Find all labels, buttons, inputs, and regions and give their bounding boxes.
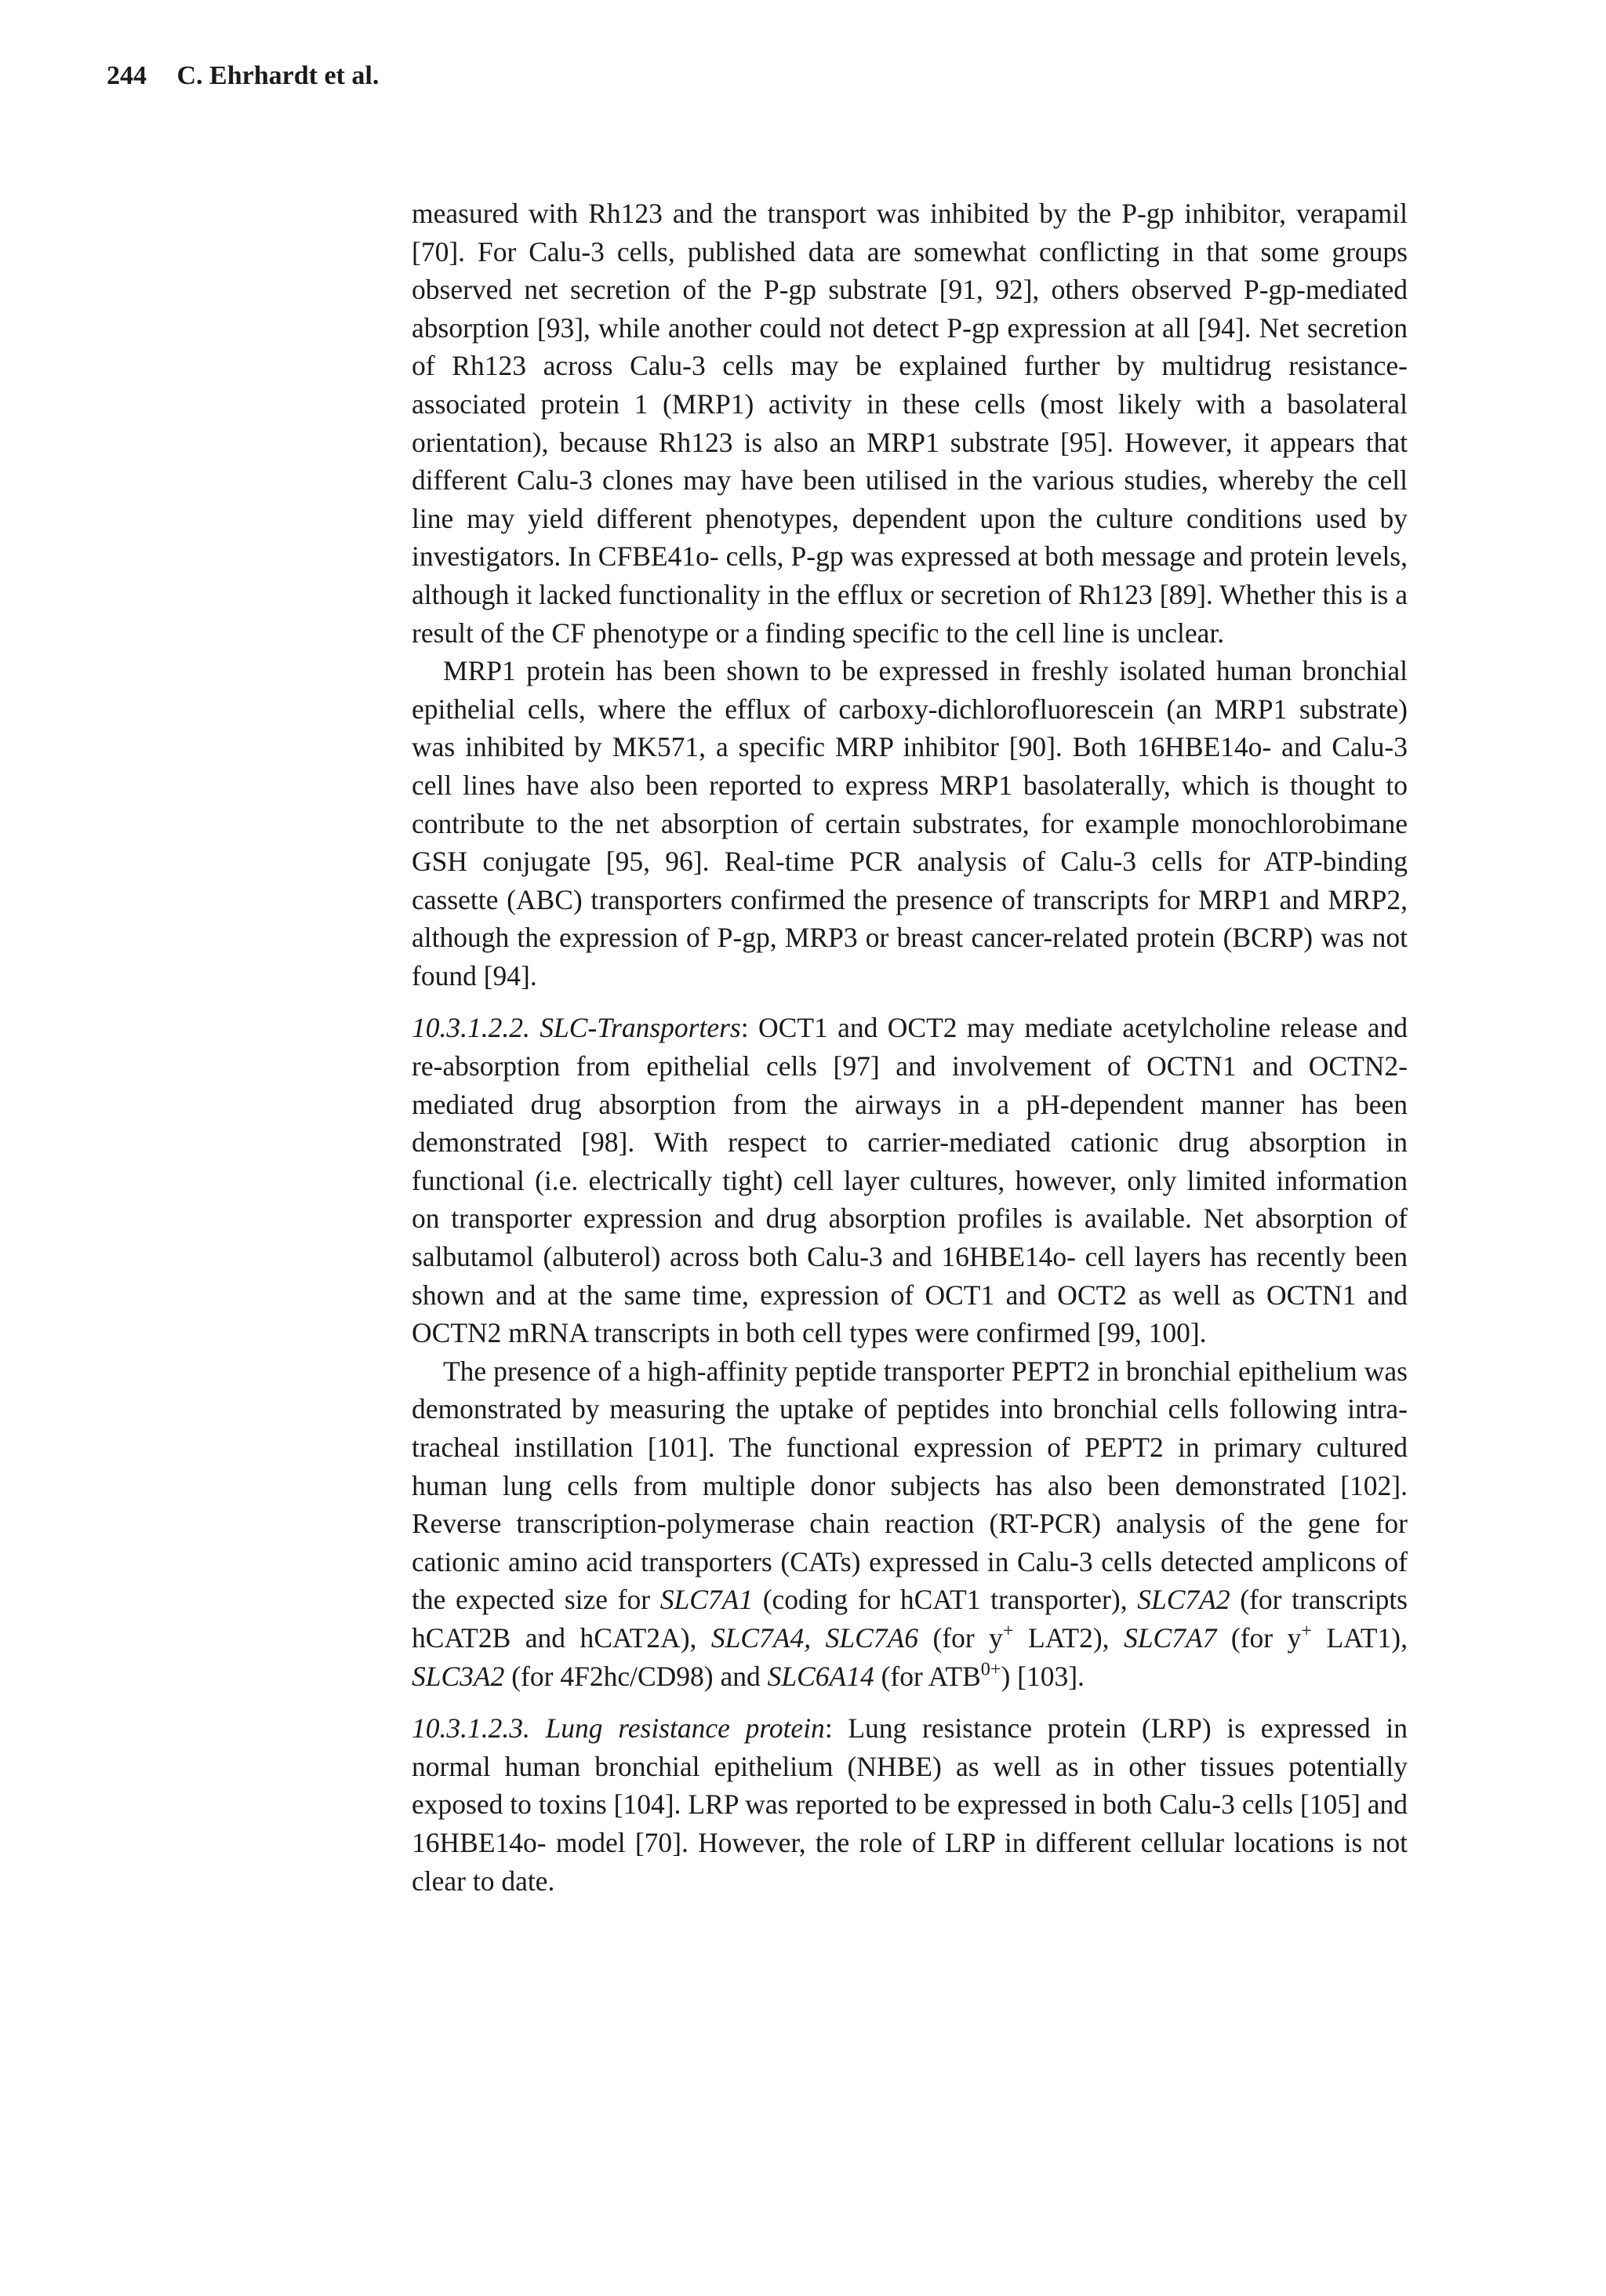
pept2-text-3: (for transcripts hCAT2B and hCAT2A),: [412, 1584, 1408, 1654]
gene-slc7a4-slc7a6: SLC7A4, SLC7A6: [710, 1621, 918, 1654]
pept2-text-9: (for ATB: [874, 1660, 981, 1692]
paragraph-p-gp-continued: measured with Rh123 and the transport was inhibited by the P-gp inhibitor, verapamil [70]. For Calu-3 cells, published data are somewhat conflicting in that some groups observed net secretion of the P-gp substrate [91, 92], others observed P-gp-mediated absorption [93], while another could not detect P-gp expression at all [94]. Net secretion of Rh123 across Calu-3 cells may be explained further by multidrug resistance-associated protein 1 (MRP1) activity in these cells (most likely with a basolateral orientation), because Rh123 is also an MRP1 substrate [95]. However, it appears that different Calu-3 clones may have been utilised in the various studies, whereby the cell line may yield different phenotypes, dependent upon the culture conditions used by investigators. In CFBE41o- cells, P-gp was expressed at both message and protein levels, although it lacked functionality in the efflux or secretion of Rh123 [89]. Whether this is a result of the CF phenotype or a finding specific to the cell line is unclear.: [412, 198, 1408, 649]
gene-slc3a2: SLC3A2: [412, 1660, 505, 1692]
pept2-text-5: LAT2),: [1013, 1621, 1125, 1654]
gene-slc6a14: SLC6A14: [767, 1660, 874, 1692]
gene-slc7a1: SLC7A1: [659, 1584, 754, 1616]
gene-slc7a7: SLC7A7: [1124, 1621, 1217, 1654]
paragraph-slc-text: : OCT1 and OCT2 may mediate acetylcholine release and re-absorption from epithelial cells [97] and involvement of OCTN1 and OCTN2-mediated drug absorption from the airways in a pH-dependent manner has been demonstrated [98]. With respect to carrier-mediated cationic drug absorption in functional (i.e. electrically tight) cell layer cultures, however, only limited information on transporter expression and drug absorption profiles is available. Net absorption of salbutamol (albuterol) across both Calu-3 and 16HBE14o- cell layers has recently been shown and at the same time, expression of OCT1 and OCT2 as well as OCTN1 and OCTN2 mRNA transcripts in both cell types were confirmed [99, 100].: [412, 1012, 1408, 1349]
paragraph-slc-transporters: [412, 1009, 1408, 1352]
paragraph-pept2: [412, 1352, 1408, 1695]
running-head: [107, 61, 379, 91]
pept2-text-2: (coding for hCAT1 transporter),: [753, 1584, 1138, 1616]
pept2-text-1: The presence of a high-affinity peptide transporter PEPT2 in bronchial epithelium was demonstrated by measuring the uptake of peptides into bronchial cells following intra-tracheal instillation [101]. The functional expression of PEPT2 in primary cultured human lung cells from multiple donor subjects has also been demonstrated [102]. Reverse transcription-polymerase chain reaction (RT-PCR) analysis of the gene for cationic amino acid transporters (CATs) expressed in Calu-3 cells detected amplicons of the expected size for: [412, 1355, 1408, 1616]
paragraph-lrp-text: : Lung resistance protein (LRP) is expressed in normal human bronchial epithelium (NHBE) as well as in other tissues potentially exposed to toxins [104]. LRP was reported to be expressed in both Calu-3 cells [105] and 16HBE14o- model [70]. However, the role of LRP in different cellular locations is not clear to date.: [412, 1712, 1408, 1897]
gene-slc7a2: SLC7A2: [1137, 1584, 1230, 1616]
section-heading-lung-resistance-protein: 10.3.1.2.3. Lung resistance protein: [412, 1712, 825, 1745]
pept2-text-8: (for 4F2hc/CD98) and: [504, 1660, 768, 1692]
pept2-text-6: (for y: [1216, 1621, 1302, 1654]
superscript-zero-plus: 0+: [980, 1658, 1001, 1680]
running-title: C. Ehrhardt et al.: [176, 61, 380, 90]
pept2-text-4: (for y: [917, 1621, 1003, 1654]
superscript-plus-2: +: [1301, 1620, 1312, 1642]
body-text: [412, 195, 1408, 1900]
paragraph-lung-resistance-protein: [412, 1709, 1408, 1900]
paragraph-mrp1: MRP1 protein has been shown to be expressed in freshly isolated human bronchial epithelial cells, where the efflux of carboxy-dichlorofluorescein (an MRP1 substrate) was inhibited by MK571, a specific MRP inhibitor [90]. Both 16HBE14o- and Calu-3 cell lines have also been reported to express MRP1 basolaterally, which is thought to contribute to the net absorption of certain substrates, for example monochlorobimane GSH conjugate [95, 96]. Real-time PCR analysis of Calu-3 cells for ATP-binding cassette (ABC) transporters confirmed the presence of transcripts for MRP1 and MRP2, although the expression of P-gp, MRP3 or breast cancer-related protein (BCRP) was not found [94].: [412, 655, 1408, 992]
page-number: 244: [107, 61, 147, 90]
section-heading-slc-transporters: 10.3.1.2.2. SLC-Transporters: [412, 1012, 741, 1044]
pept2-text-10: ) [103].: [1001, 1660, 1085, 1692]
pept2-text-7: LAT1),: [1311, 1621, 1408, 1654]
superscript-plus-1: +: [1002, 1620, 1014, 1642]
